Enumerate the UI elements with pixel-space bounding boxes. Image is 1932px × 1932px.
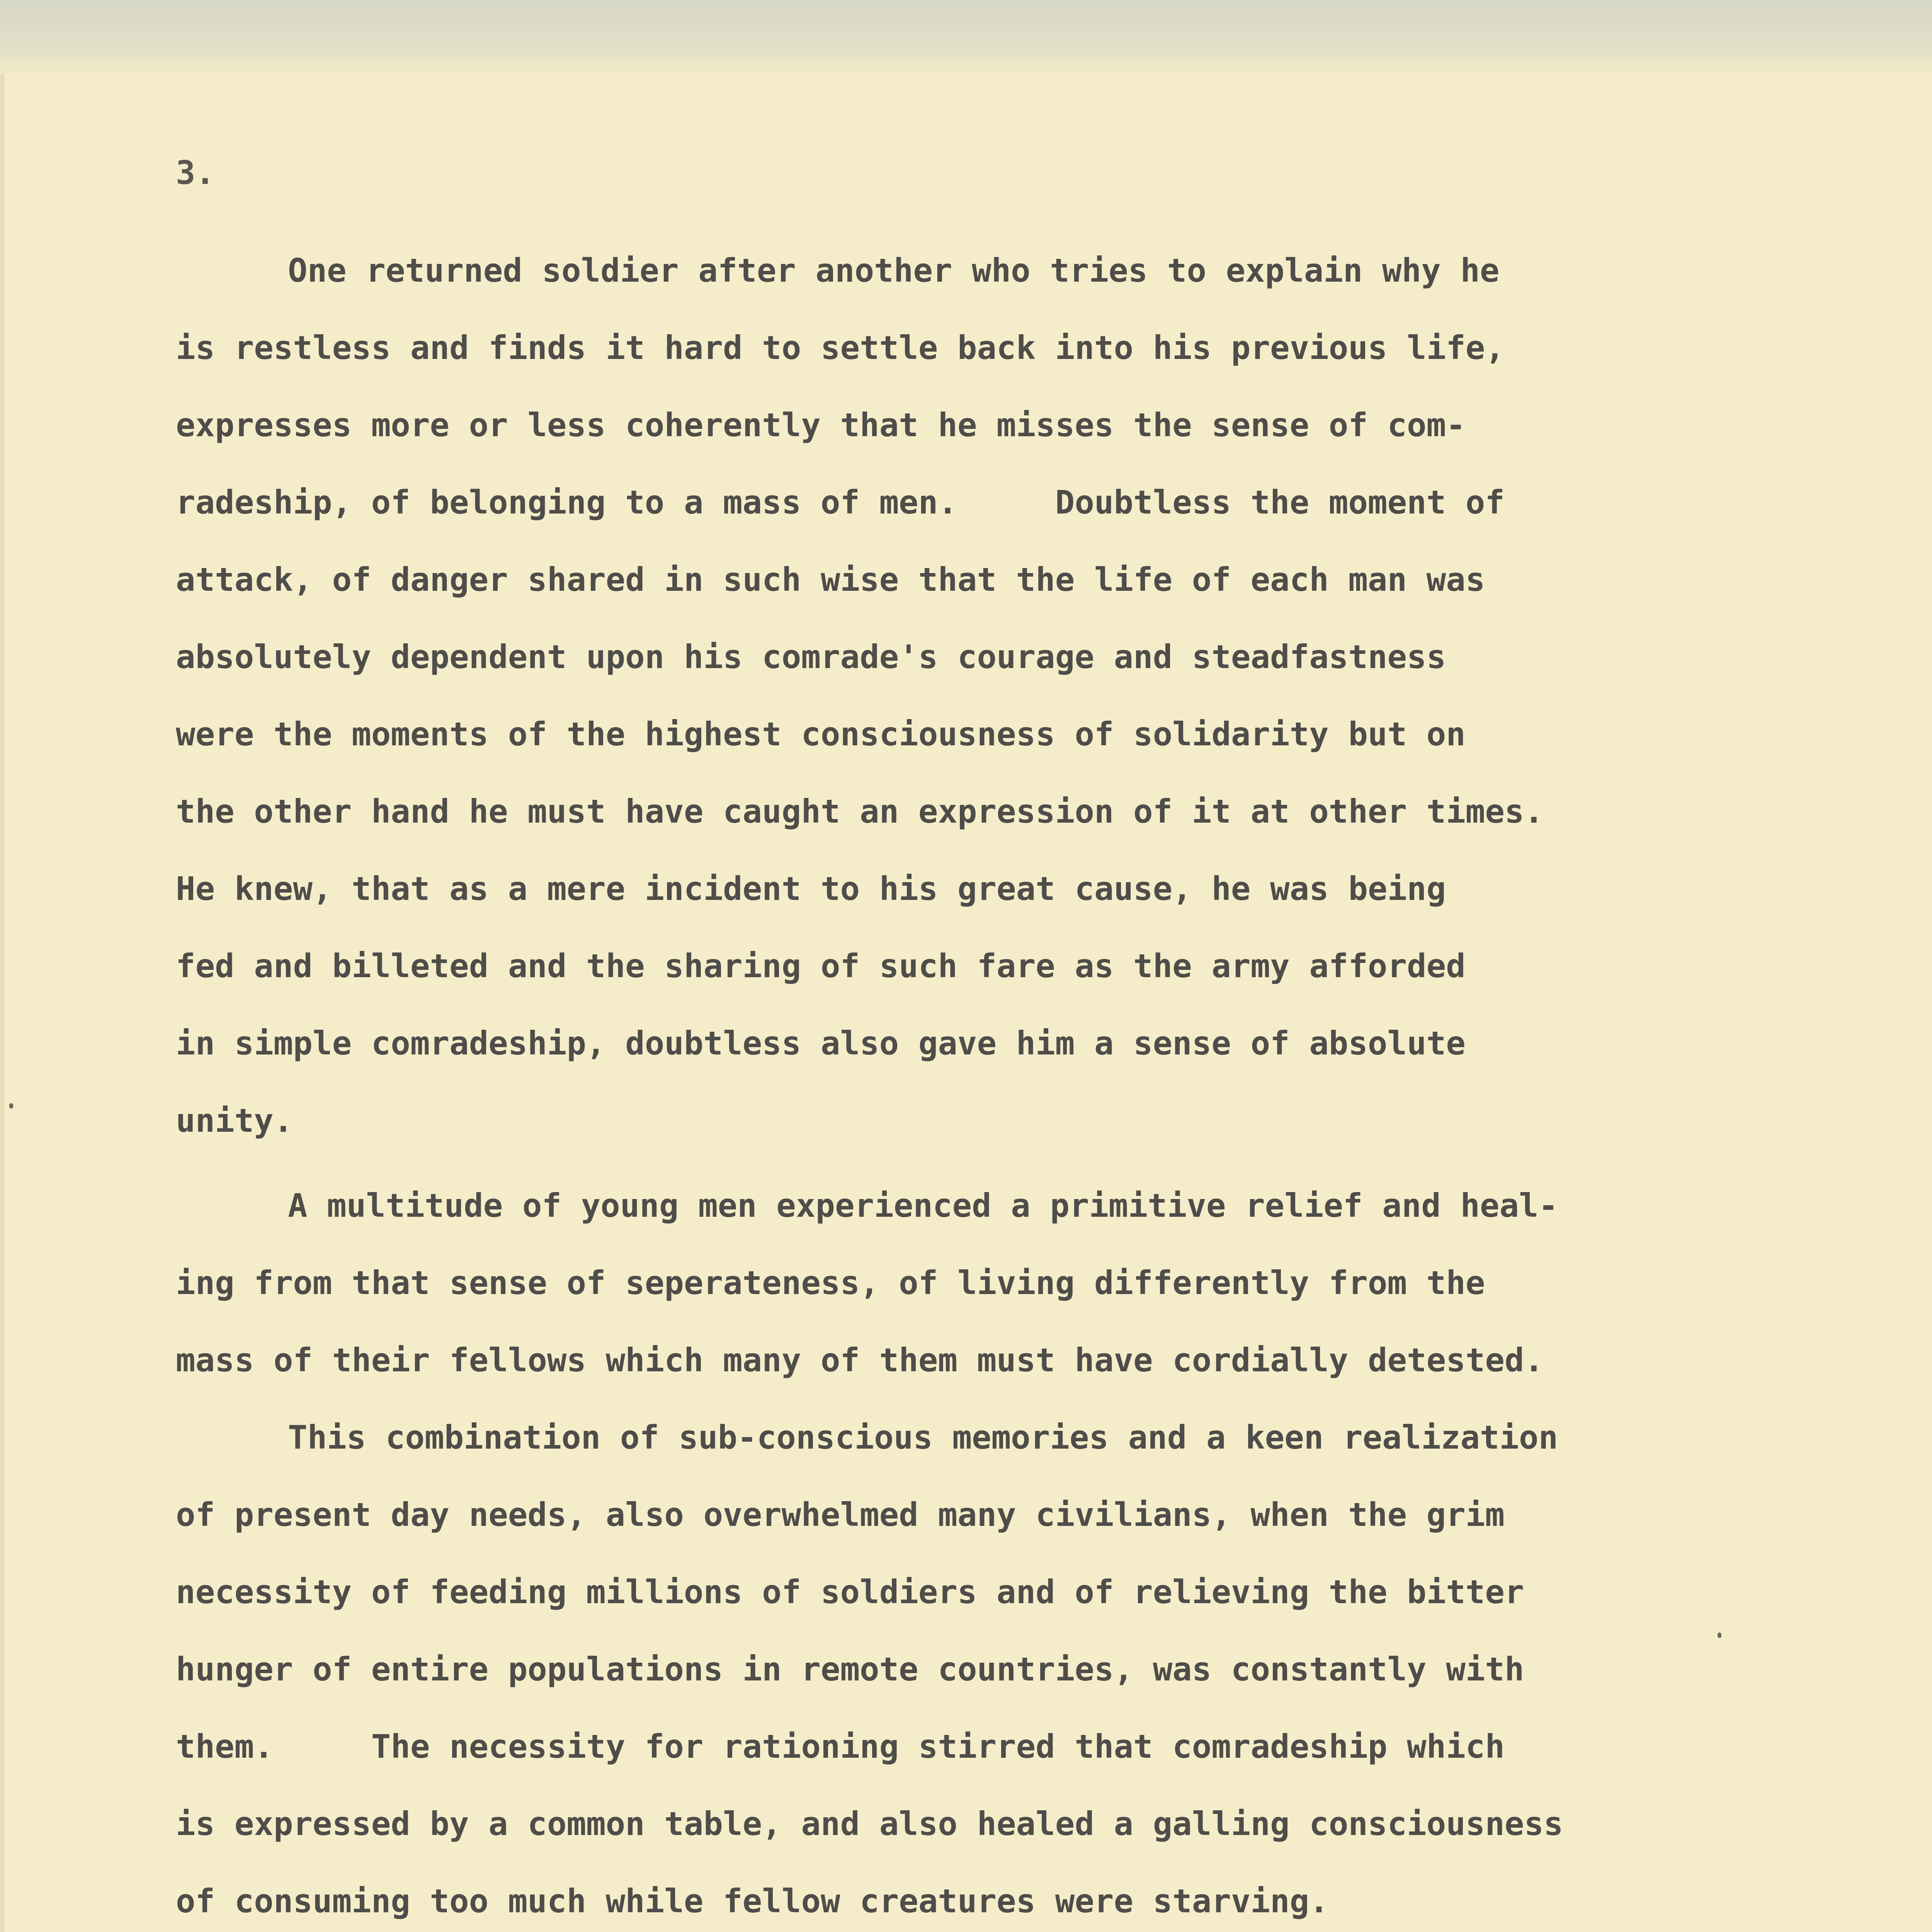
text-line: This combination of sub-conscious memories and a keen realization bbox=[288, 1418, 1558, 1456]
text-line: radeship, of belonging to a mass of men. Doubtless the moment of bbox=[176, 483, 1505, 521]
text-line: is restless and finds it hard to settle back into his previous life, bbox=[176, 329, 1505, 367]
text-line: He knew, that as a mere incident to his great cause, he was being bbox=[176, 870, 1446, 908]
text-line: of consuming too much while fellow creatures were starving. bbox=[176, 1882, 1329, 1920]
text-line: necessity of feeding millions of soldiers and of relieving the bitter bbox=[176, 1573, 1524, 1611]
text-line: A multitude of young men experienced a primitive relief and heal- bbox=[288, 1187, 1558, 1225]
text-line: mass of their fellows which many of them must have cordially detested. bbox=[176, 1341, 1544, 1379]
margin-speck bbox=[9, 1103, 13, 1109]
scan-top-band bbox=[0, 0, 1932, 73]
page-number: 3. bbox=[176, 154, 215, 192]
text-line: of present day needs, also overwhelmed many civilians, when the grim bbox=[176, 1496, 1505, 1534]
text-line: were the moments of the highest consciousness of solidarity but on bbox=[176, 715, 1466, 753]
text-line: them. The necessity for rationing stirred that comradeship which bbox=[176, 1728, 1505, 1765]
text-line: unity. bbox=[176, 1102, 293, 1139]
text-line: ing from that sense of seperateness, of living differently from the bbox=[176, 1264, 1485, 1302]
text-line: One returned soldier after another who tries to explain why he bbox=[288, 252, 1500, 289]
text-line: fed and billeted and the sharing of such fare as the army afforded bbox=[176, 947, 1466, 985]
text-line: attack, of danger shared in such wise that the life of each man was bbox=[176, 561, 1485, 599]
scan-left-edge bbox=[0, 73, 5, 1932]
text-line: in simple comradeship, doubtless also gave him a sense of absolute bbox=[176, 1024, 1466, 1062]
text-line: is expressed by a common table, and also healed a galling consciousness bbox=[176, 1805, 1563, 1843]
text-line: expresses more or less coherently that he misses the sense of com- bbox=[176, 406, 1466, 444]
paper-speck bbox=[1718, 1633, 1721, 1638]
text-line: the other hand he must have caught an expression of it at other times. bbox=[176, 793, 1544, 830]
text-line: hunger of entire populations in remote countries, was constantly with bbox=[176, 1650, 1524, 1688]
text-line: absolutely dependent upon his comrade's courage and steadfastness bbox=[176, 638, 1446, 676]
